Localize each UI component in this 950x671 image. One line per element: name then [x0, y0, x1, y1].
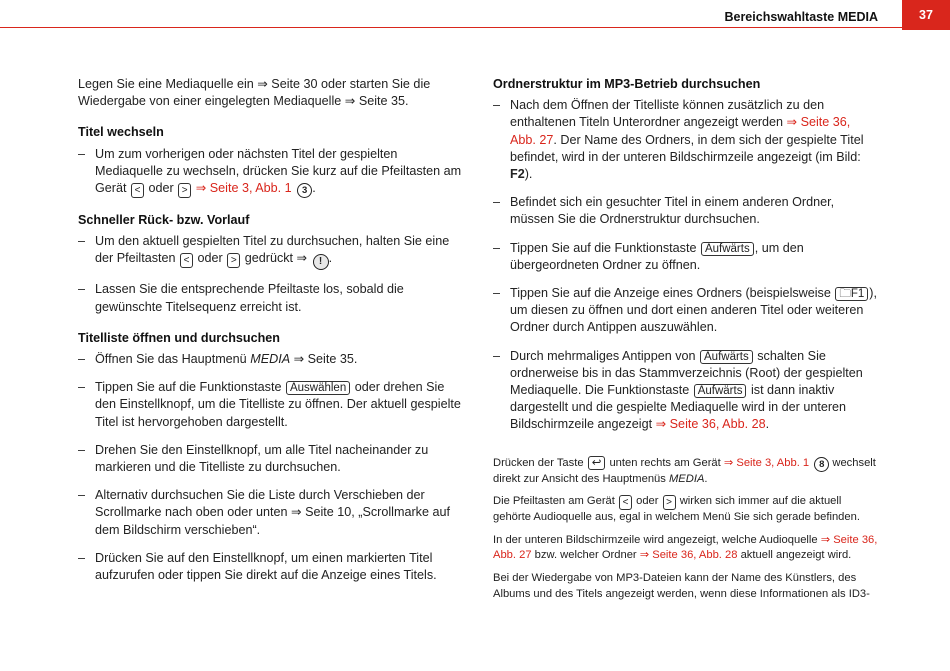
callout-number-icon: 3 — [297, 183, 312, 198]
list-item: – Befindet sich ein gesuchter Titel in einem anderen Ordner, müssen Sie die Ordnerstruktur durchsuchen. — [493, 195, 835, 227]
arrow-left-key-icon: < — [180, 253, 193, 268]
list-item: – Tippen Sie auf die Funktionstaste Auswählen oder drehen Sie den Einstellknopf, um die Titelliste zu öffnen. Der aktuell gespielte Titel ist hervorgehoben dargestellt. — [78, 380, 461, 429]
list-item: – Öffnen Sie das Hauptmenü MEDIA ⇒ Seite 35. — [78, 352, 358, 367]
page-title: Bereichswahltaste MEDIA — [724, 10, 878, 24]
left-column — [78, 76, 463, 595]
arrow-right-key-icon: > — [178, 183, 191, 198]
list-item: – Drücken Sie auf den Einstellknopf, um einen markierten Titel aufzurufen oder tippen Sie direkt auf die Anzeige eines Titels. — [78, 550, 437, 583]
page-link[interactable]: Seite 30 — [267, 77, 318, 91]
back-key-icon: ↩ — [588, 456, 606, 470]
function-key-auswaehlen: Auswählen — [286, 381, 350, 395]
list-item: – Um den aktuell gespielten Titel zu durchsuchen, halten Sie eine der Pfeiltasten < oder > gedrückt ⇒ ! . — [78, 233, 463, 270]
cross-reference-link[interactable]: ⇒ Seite 3, Abb. 1 — [723, 456, 810, 469]
note-paragraph: Bei der Wiedergabe von MP3-Dateien kann der Name des Künstlers, des Albums und des Titels angezeigt werden, wenn diese Informationen als ID3- — [493, 572, 870, 600]
list-item: – Alternativ durchsuchen Sie die Liste durch Verschieben der Scrollmarke nach oben oder unten ⇒ Seite 10, „Scrollmarke auf dem Bildschirm verschieben“. — [78, 488, 450, 537]
section-heading: Titel wechseln — [78, 125, 164, 140]
arrow-left-key-icon: < — [619, 495, 632, 510]
arrow-right-key-icon: > — [227, 253, 240, 268]
list-item: – Lassen Sie die entsprechende Pfeiltaste los, sobald die gewünschte Titelsequenz erreicht ist. — [78, 282, 404, 314]
section-heading: Ordnerstruktur im MP3-Betrieb durchsuchen — [493, 77, 761, 91]
note-paragraph: Drücken der Taste ↩ unten rechts am Gerät ⇒ Seite 3, Abb. 1 8 wechselt direkt zur Ansicht des Hauptmenüs MEDIA. — [493, 456, 876, 485]
list-item: – Um zum vorherigen oder nächsten Titel der gespielten Mediaquelle zu wechseln, drücken Sie kurz auf die Pfeiltasten am Gerät < oder > ⇒ Seite 3, Abb. 1 3 . — [78, 146, 462, 197]
folder-key-icon: 🗀F1 — [835, 287, 868, 301]
cross-reference-link[interactable]: ⇒ Seite 3, Abb. 1 — [192, 181, 292, 196]
page-number: 37 — [902, 0, 950, 30]
warning-icon: ! — [313, 254, 329, 270]
cross-reference-link[interactable]: ⇒ Seite 36, Abb. 28 — [655, 417, 766, 432]
arrow-right-key-icon: > — [663, 495, 676, 510]
section-heading: Schneller Rück- bzw. Vorlauf — [78, 213, 250, 228]
list-item: – Tippen Sie auf die Anzeige eines Ordners (beispielsweise 🗀F1 ), um diesen zu öffnen und dort einen anderen Titel oder weiteren Ordner durch Antippen auszuwählen. — [493, 286, 877, 335]
arrow-left-key-icon: < — [131, 183, 144, 198]
callout-number-icon: 8 — [814, 457, 829, 472]
section-heading: Titelliste öffnen und durchsuchen — [78, 330, 280, 345]
cross-reference-link[interactable]: ⇒ Seite 36, Abb. 27 — [510, 115, 851, 147]
arrow-icon: ⇒ — [344, 94, 356, 109]
function-key-aufwaerts: Aufwärts — [701, 242, 754, 256]
page-link[interactable]: Seite 35. — [355, 94, 409, 109]
note-paragraph: Die Pfeiltasten am Gerät < oder > wirken sich immer auf die aktuell gehörte Audioquelle aus, egal in welchem Menü Sie sich gerade befinden. — [493, 495, 860, 524]
function-key-aufwaerts: Aufwärts — [694, 384, 747, 398]
cross-reference-link[interactable]: ⇒ Seite 36, Abb. 27 — [493, 533, 878, 562]
list-item: – Durch mehrmaliges Antippen von Aufwärts schalten Sie ordnerweise bis in das Stammverzeichnis (Root) der gespielten Mediaquelle. Die Funktionstaste Aufwärts ist dann inaktiv dargestellt und die gespielte Mediaquelle wird in der unteren Bildschirmzeile angezeigt ⇒ Seite 36, Abb. 28. — [493, 348, 863, 432]
intro-paragraph: Legen Sie eine Mediaquelle ein ⇒ Seite 30 oder starten Sie die Wiedergabe von einer eingelegten Mediaquelle ⇒ Seite 35. — [78, 77, 431, 109]
cross-reference-link[interactable]: ⇒ Seite 36, Abb. 28 — [639, 549, 738, 562]
list-item: – Nach dem Öffnen der Titelliste können zusätzlich zu den enthaltenen Titeln Unterordner angezeigt werden ⇒ Seite 36, Abb. 27. Der Name des Ordners, in dem sich der gespielte Titel befindet, wird in der unteren Bildschirmzeile angezeigt (im Bild: F2). — [493, 98, 864, 182]
note-paragraph: In der unteren Bildschirmzeile wird angezeigt, welche Audioquelle ⇒ Seite 36, Abb. 27 bzw. welcher Ordner ⇒ Seite 36, Abb. 28 aktuell angezeigt wird. — [493, 533, 878, 562]
function-key-aufwaerts: Aufwärts — [700, 350, 753, 364]
list-item: – Tippen Sie auf die Funktionstaste Aufwärts , um den übergeordneten Ordner zu öffnen. — [493, 240, 804, 272]
arrow-icon: ⇒ — [257, 77, 268, 91]
list-item: – Drehen Sie den Einstellknopf, um alle Titel nacheinander zu markieren und die Titelliste zu durchsuchen. — [78, 442, 429, 475]
right-column — [493, 76, 878, 609]
header-divider — [0, 27, 902, 28]
